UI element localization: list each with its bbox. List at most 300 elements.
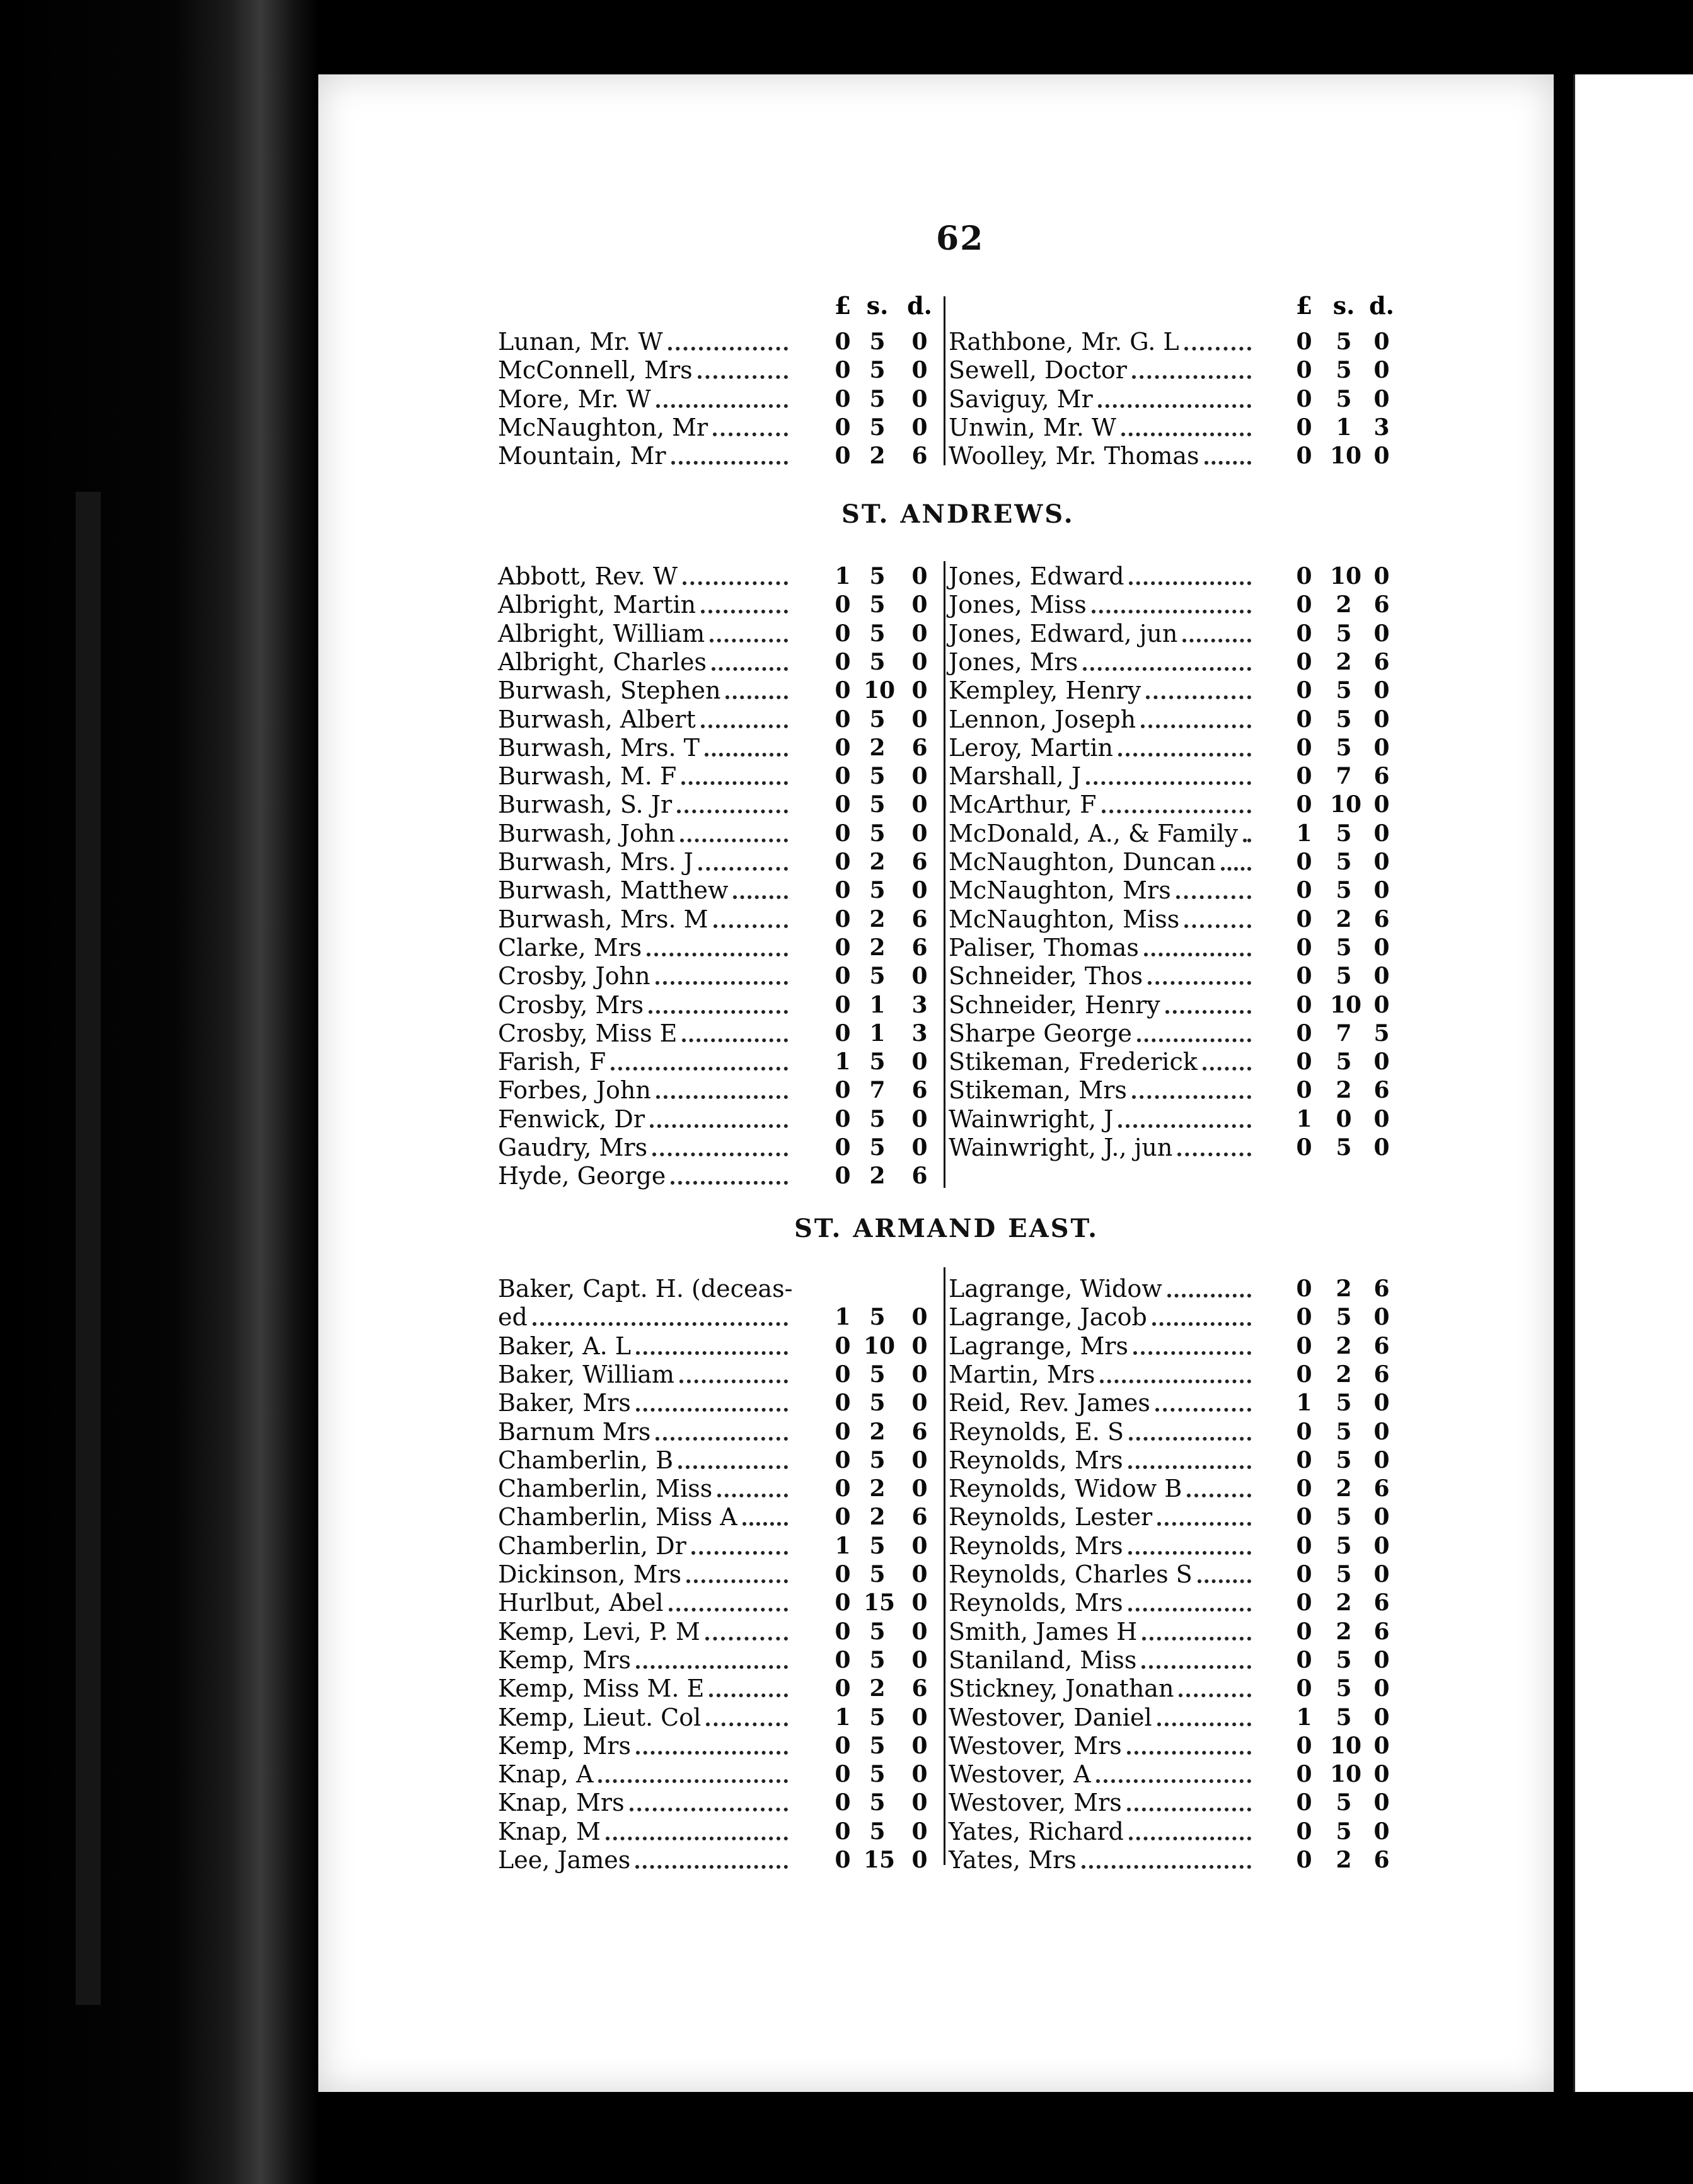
pence-amount: 0 bbox=[1373, 963, 1390, 990]
shillings-amount: 5 bbox=[869, 1361, 886, 1388]
subscriber-name: Reynolds, Mrs bbox=[949, 1589, 1123, 1617]
subscriber-name: McNaughton, Mrs bbox=[949, 876, 1171, 905]
leader-dots bbox=[1148, 981, 1251, 985]
subscriber-name: Jones, Edward, jun bbox=[949, 619, 1178, 648]
shillings-amount: 5 bbox=[869, 1646, 886, 1673]
leader-dots bbox=[1203, 1067, 1251, 1071]
ledger-row bbox=[498, 1132, 937, 1163]
subscriber-name: Burwash, S. Jr bbox=[498, 791, 673, 819]
shillings-amount: 10 bbox=[864, 677, 896, 704]
shillings-amount: 2 bbox=[1336, 1618, 1352, 1645]
leader-dots bbox=[1127, 1808, 1251, 1811]
pounds-amount: 0 bbox=[835, 963, 851, 990]
pence-amount: 6 bbox=[1373, 1475, 1390, 1502]
leader-dots bbox=[671, 1181, 788, 1185]
pounds-amount: 1 bbox=[835, 1304, 851, 1331]
leader-dots bbox=[681, 781, 788, 785]
pence-amount: 0 bbox=[911, 1704, 928, 1731]
pence-amount: 0 bbox=[1373, 1446, 1390, 1473]
shillings-amount: 2 bbox=[869, 849, 886, 875]
leader-dots bbox=[635, 1865, 788, 1869]
shillings-amount: 5 bbox=[869, 763, 886, 790]
pounds-amount: 0 bbox=[835, 1561, 851, 1588]
subscriber-name: Barnum Mrs bbox=[498, 1417, 651, 1446]
leader-dots bbox=[717, 1494, 788, 1497]
subscriber-name: Saviguy, Mr bbox=[949, 385, 1093, 413]
shillings-amount: 10 bbox=[1330, 563, 1362, 590]
pence-amount: 0 bbox=[1373, 357, 1390, 384]
ledger-row bbox=[498, 355, 937, 385]
leader-dots bbox=[650, 1124, 788, 1128]
shillings-amount: 5 bbox=[1336, 1304, 1352, 1331]
pounds-amount: 0 bbox=[1296, 357, 1312, 384]
subscriber-name: McNaughton, Mr bbox=[498, 413, 708, 441]
subscriber-name: Leroy, Martin bbox=[949, 733, 1113, 762]
pence-amount: 0 bbox=[911, 328, 928, 355]
leader-dots bbox=[671, 461, 788, 465]
pounds-amount: 0 bbox=[1296, 877, 1312, 904]
pounds-amount: 0 bbox=[835, 905, 851, 932]
adjacent-page-edge bbox=[1573, 74, 1693, 2092]
subscriber-name: Knap, M bbox=[498, 1817, 601, 1845]
ledger-row bbox=[949, 1274, 1399, 1304]
pence-amount: 0 bbox=[911, 591, 928, 619]
shillings-amount: 5 bbox=[1336, 734, 1352, 761]
shillings-header-left: s. bbox=[866, 291, 889, 320]
pounds-amount: 0 bbox=[1296, 591, 1312, 619]
ledger-row bbox=[949, 647, 1399, 677]
leader-dots bbox=[1128, 1465, 1251, 1469]
leader-dots bbox=[1096, 1779, 1251, 1783]
leader-dots bbox=[680, 839, 788, 842]
pounds-amount: 0 bbox=[1296, 1275, 1312, 1302]
pounds-amount: 0 bbox=[835, 706, 851, 733]
pounds-amount: 0 bbox=[835, 1789, 851, 1816]
subscriber-name: Jones, Mrs bbox=[949, 648, 1078, 676]
ledger-row bbox=[949, 1531, 1399, 1561]
shillings-amount: 5 bbox=[1336, 385, 1352, 412]
subscriber-name: Kemp, Mrs bbox=[498, 1731, 631, 1760]
ledger-row bbox=[498, 441, 937, 471]
pounds-amount: 0 bbox=[835, 1618, 851, 1645]
pence-amount: 0 bbox=[1373, 1704, 1390, 1731]
leader-dots bbox=[712, 667, 788, 671]
pounds-amount: 0 bbox=[1296, 1077, 1312, 1104]
shillings-amount: 5 bbox=[1336, 934, 1352, 961]
pounds-amount: 1 bbox=[835, 1048, 851, 1076]
subscriber-name: Sewell, Doctor bbox=[949, 356, 1127, 385]
ledger-row bbox=[949, 1331, 1399, 1361]
ledger-row bbox=[949, 932, 1399, 963]
pounds-amount: 0 bbox=[835, 1818, 851, 1845]
ledger-row bbox=[498, 1161, 937, 1191]
pence-amount: 0 bbox=[911, 963, 928, 990]
subscriber-name: Lunan, Mr. W bbox=[498, 328, 663, 356]
ledger-row bbox=[498, 1787, 937, 1818]
leader-dots bbox=[636, 1751, 788, 1755]
pounds-amount: 0 bbox=[1296, 1134, 1312, 1161]
leader-dots bbox=[636, 1665, 788, 1669]
ledger-row bbox=[949, 733, 1399, 763]
pence-amount: 0 bbox=[911, 563, 928, 590]
subscriber-name: Lagrange, Mrs bbox=[949, 1332, 1129, 1360]
leader-dots bbox=[1184, 924, 1251, 928]
ledger-row bbox=[498, 1759, 937, 1789]
pounds-amount: 0 bbox=[835, 1761, 851, 1788]
shillings-amount: 5 bbox=[869, 328, 886, 355]
leader-dots bbox=[611, 1067, 788, 1071]
shillings-amount: 2 bbox=[869, 1163, 886, 1190]
pence-amount: 0 bbox=[1373, 820, 1390, 847]
ledger-row bbox=[949, 1417, 1399, 1447]
leader-dots bbox=[652, 1153, 788, 1156]
pence-amount: 0 bbox=[1373, 1732, 1390, 1759]
leader-dots bbox=[1129, 581, 1251, 585]
pence-amount: 0 bbox=[1373, 563, 1390, 590]
pounds-amount: 0 bbox=[835, 934, 851, 961]
pence-amount: 6 bbox=[911, 443, 928, 470]
shillings-amount: 5 bbox=[869, 1105, 886, 1132]
pence-amount: 0 bbox=[911, 1589, 928, 1617]
shillings-amount: 5 bbox=[869, 963, 886, 990]
pounds-amount: 1 bbox=[1296, 1704, 1312, 1731]
shillings-amount: 2 bbox=[1336, 905, 1352, 932]
ledger-row bbox=[498, 675, 937, 706]
ledger-row bbox=[949, 1445, 1399, 1475]
subscriber-name: Baker, Mrs bbox=[498, 1389, 631, 1417]
subscriber-name: Lee, James bbox=[498, 1846, 631, 1874]
shillings-amount: 5 bbox=[1336, 1675, 1352, 1702]
pence-amount: 6 bbox=[1373, 1589, 1390, 1617]
ledger-row bbox=[498, 1104, 937, 1134]
shillings-amount: 5 bbox=[1336, 1134, 1352, 1161]
pence-amount: 0 bbox=[1373, 706, 1390, 733]
page-number: 62 bbox=[936, 219, 985, 258]
pence-amount: 0 bbox=[911, 1561, 928, 1588]
shillings-header-right: s. bbox=[1332, 291, 1355, 320]
shillings-amount: 5 bbox=[1336, 706, 1352, 733]
pounds-amount: 0 bbox=[1296, 849, 1312, 875]
pounds-amount: 0 bbox=[835, 734, 851, 761]
pounds-amount: 0 bbox=[1296, 1504, 1312, 1531]
leader-dots bbox=[1221, 867, 1251, 871]
ledger-row bbox=[498, 1302, 937, 1332]
subscriber-name: Schneider, Henry bbox=[949, 990, 1160, 1019]
pounds-amount: 0 bbox=[835, 414, 851, 441]
pounds-amount: 0 bbox=[835, 1589, 851, 1617]
leader-dots bbox=[733, 895, 788, 899]
pence-header-right: d. bbox=[1369, 291, 1394, 320]
ledger-row bbox=[498, 847, 937, 877]
ledger-row bbox=[498, 1417, 937, 1447]
pounds-amount: 0 bbox=[1296, 1675, 1312, 1702]
ledger-row bbox=[949, 1302, 1399, 1332]
pounds-amount: 0 bbox=[1296, 1048, 1312, 1076]
shillings-amount: 10 bbox=[1330, 1761, 1362, 1788]
ledger-row bbox=[949, 1132, 1399, 1163]
pence-amount: 6 bbox=[911, 1163, 928, 1190]
pence-amount: 0 bbox=[911, 763, 928, 790]
leader-dots bbox=[678, 1465, 788, 1469]
pounds-amount: 0 bbox=[1296, 1732, 1312, 1759]
shillings-amount: 5 bbox=[1336, 1048, 1352, 1076]
pence-amount: 0 bbox=[911, 1732, 928, 1759]
ledger-row bbox=[498, 384, 937, 414]
ledger-row bbox=[498, 1731, 937, 1761]
pounds-amount: 0 bbox=[835, 677, 851, 704]
leader-dots bbox=[1146, 695, 1251, 699]
pence-amount: 0 bbox=[911, 648, 928, 675]
subscriber-name: Albright, Charles bbox=[498, 648, 707, 676]
pounds-amount: 0 bbox=[835, 1019, 851, 1047]
subscriber-name: Baker, A. L bbox=[498, 1332, 632, 1360]
leader-dots bbox=[1092, 610, 1251, 613]
leader-dots bbox=[656, 1095, 788, 1099]
ledger-row bbox=[949, 961, 1399, 991]
subscriber-name: More, Mr. W bbox=[498, 385, 651, 413]
ledger-row bbox=[949, 355, 1399, 385]
pounds-amount: 0 bbox=[1296, 991, 1312, 1018]
section-title: ST. ARMAND EAST. bbox=[794, 1214, 1099, 1243]
pence-amount: 6 bbox=[1373, 648, 1390, 675]
shillings-amount: 5 bbox=[1336, 1646, 1352, 1673]
leader-dots bbox=[1152, 1322, 1251, 1326]
pence-amount: 6 bbox=[1373, 1275, 1390, 1302]
ledger-row bbox=[949, 412, 1399, 443]
ledger-row bbox=[949, 1104, 1399, 1134]
leader-dots bbox=[598, 1779, 788, 1783]
pence-amount: 6 bbox=[1373, 763, 1390, 790]
shillings-amount: 5 bbox=[1336, 1418, 1352, 1445]
shillings-amount: 7 bbox=[1336, 1019, 1352, 1047]
pounds-amount: 0 bbox=[835, 1446, 851, 1473]
subscriber-name: Paliser, Thomas bbox=[949, 933, 1139, 961]
subscriber-name: Forbes, John bbox=[498, 1076, 651, 1105]
pounds-amount: 1 bbox=[835, 1704, 851, 1731]
pence-amount: 0 bbox=[911, 820, 928, 847]
ledger-row bbox=[949, 818, 1399, 849]
pence-amount: 0 bbox=[911, 620, 928, 647]
leader-dots bbox=[1121, 433, 1251, 436]
ledger-row bbox=[949, 1673, 1399, 1704]
ledger-row bbox=[949, 590, 1399, 620]
ledger-row bbox=[949, 789, 1399, 820]
subscriber-name: Westover, Mrs bbox=[949, 1731, 1122, 1760]
shillings-amount: 10 bbox=[1330, 791, 1362, 818]
pence-amount: 0 bbox=[911, 706, 928, 733]
leader-dots bbox=[1132, 1095, 1251, 1099]
pounds-amount: 0 bbox=[1296, 1361, 1312, 1388]
subscriber-name: Chamberlin, B bbox=[498, 1446, 674, 1474]
subscriber-name: Wainwright, J., jun bbox=[949, 1134, 1173, 1161]
pence-amount: 6 bbox=[1373, 1077, 1390, 1104]
shillings-amount: 5 bbox=[1336, 677, 1352, 704]
shillings-amount: 10 bbox=[1330, 991, 1362, 1018]
ledger-row bbox=[498, 1018, 937, 1048]
ledger-row bbox=[498, 1075, 937, 1105]
pence-amount: 0 bbox=[1373, 1761, 1390, 1788]
pounds-amount: 0 bbox=[835, 991, 851, 1018]
ledger-row bbox=[949, 761, 1399, 791]
pounds-amount: 0 bbox=[1296, 620, 1312, 647]
subscriber-name: Chamberlin, Dr bbox=[498, 1531, 686, 1560]
shillings-amount: 5 bbox=[1336, 357, 1352, 384]
pounds-amount: 0 bbox=[1296, 443, 1312, 470]
leader-dots bbox=[1128, 1551, 1251, 1555]
ledger-row bbox=[949, 1559, 1399, 1589]
pence-amount: 0 bbox=[1373, 443, 1390, 470]
pounds-header-right: £ bbox=[1295, 291, 1313, 320]
pence-amount: 0 bbox=[1373, 991, 1390, 1018]
pence-amount: 6 bbox=[1373, 1847, 1390, 1873]
leader-dots bbox=[1165, 1010, 1251, 1014]
leader-dots bbox=[709, 1693, 788, 1697]
leader-dots bbox=[1137, 1038, 1251, 1042]
leader-dots bbox=[1167, 1294, 1251, 1298]
pence-amount: 6 bbox=[911, 1504, 928, 1531]
ledger-row bbox=[949, 1018, 1399, 1048]
pence-amount: 0 bbox=[911, 1332, 928, 1359]
ledger-row bbox=[498, 1617, 937, 1647]
subscriber-name: Burwash, Matthew bbox=[498, 876, 729, 905]
shillings-amount: 5 bbox=[1336, 620, 1352, 647]
ledger-row bbox=[949, 990, 1399, 1020]
pence-amount: 0 bbox=[1373, 877, 1390, 904]
pounds-amount: 0 bbox=[835, 1390, 851, 1417]
shillings-amount: 5 bbox=[1336, 1818, 1352, 1845]
ledger-row bbox=[498, 1702, 937, 1733]
subscriber-name: McConnell, Mrs bbox=[498, 356, 693, 385]
pence-amount: 3 bbox=[1373, 414, 1390, 441]
pounds-amount: 0 bbox=[835, 443, 851, 470]
pounds-amount: 0 bbox=[1296, 963, 1312, 990]
pounds-amount: 0 bbox=[1296, 648, 1312, 675]
leader-dots bbox=[533, 1322, 788, 1326]
pence-amount: 3 bbox=[911, 1019, 928, 1047]
ledger-row bbox=[949, 1787, 1399, 1818]
subscriber-name: Kempley, Henry bbox=[949, 677, 1141, 705]
pence-amount: 0 bbox=[911, 1446, 928, 1473]
pence-amount: 6 bbox=[1373, 591, 1390, 619]
leader-dots bbox=[1142, 1637, 1251, 1641]
subscriber-name: Yates, Mrs bbox=[949, 1846, 1077, 1874]
pounds-amount: 0 bbox=[1296, 1418, 1312, 1445]
subscriber-name: Reynolds, E. S bbox=[949, 1417, 1124, 1446]
subscriber-name: Martin, Mrs bbox=[949, 1360, 1095, 1388]
pounds-amount: 0 bbox=[1296, 328, 1312, 355]
ledger-row bbox=[498, 1816, 937, 1847]
pounds-amount: 0 bbox=[835, 1163, 851, 1190]
pence-amount: 6 bbox=[911, 1675, 928, 1702]
ledger-row bbox=[498, 704, 937, 735]
leader-dots bbox=[713, 433, 788, 436]
ledger-row bbox=[498, 1445, 937, 1475]
leader-dots bbox=[714, 924, 788, 928]
pounds-amount: 0 bbox=[835, 1646, 851, 1673]
ledger-row bbox=[498, 1331, 937, 1361]
subscriber-name: Jones, Miss bbox=[949, 591, 1087, 619]
subscriber-name: Reynolds, Lester bbox=[949, 1503, 1153, 1531]
shillings-amount: 5 bbox=[869, 563, 886, 590]
pence-amount: 6 bbox=[1373, 1618, 1390, 1645]
ledger-row bbox=[498, 1588, 937, 1618]
leader-dots bbox=[1182, 639, 1251, 642]
pence-amount: 5 bbox=[1373, 1019, 1390, 1047]
subscriber-name: Reynolds, Mrs bbox=[949, 1446, 1123, 1474]
shillings-amount: 5 bbox=[869, 1618, 886, 1645]
ledger-row bbox=[498, 818, 937, 849]
pence-amount: 0 bbox=[1373, 385, 1390, 412]
shillings-amount: 1 bbox=[869, 991, 886, 1018]
shillings-amount: 2 bbox=[869, 1504, 886, 1531]
pounds-amount: 0 bbox=[1296, 1332, 1312, 1359]
pounds-amount: 0 bbox=[835, 620, 851, 647]
pence-amount: 0 bbox=[1373, 1789, 1390, 1816]
ledger-row bbox=[498, 904, 937, 934]
pounds-amount: 0 bbox=[835, 1675, 851, 1702]
ledger-row bbox=[949, 1845, 1399, 1875]
shillings-amount: 5 bbox=[869, 620, 886, 647]
ledger-row bbox=[949, 327, 1399, 357]
subscriber-name: Yates, Richard bbox=[949, 1817, 1124, 1845]
pounds-amount: 0 bbox=[1296, 934, 1312, 961]
shillings-amount: 5 bbox=[869, 706, 886, 733]
leader-dots bbox=[1082, 1865, 1251, 1869]
subscriber-name: Stikeman, Frederick bbox=[949, 1048, 1198, 1076]
shillings-amount: 5 bbox=[869, 1789, 886, 1816]
subscriber-name: Gaudry, Mrs bbox=[498, 1134, 648, 1161]
leader-dots bbox=[705, 753, 788, 757]
ledger-row bbox=[949, 875, 1399, 905]
ledger-row bbox=[498, 1502, 937, 1532]
leader-dots bbox=[677, 810, 788, 813]
subscriber-name: Staniland, Miss bbox=[949, 1646, 1137, 1674]
leader-dots bbox=[1127, 1751, 1251, 1755]
leader-dots bbox=[701, 610, 788, 613]
shillings-amount: 5 bbox=[869, 591, 886, 619]
subscriber-name: Westover, Mrs bbox=[949, 1789, 1122, 1817]
shillings-amount: 5 bbox=[869, 1532, 886, 1559]
pounds-amount: 0 bbox=[1296, 1304, 1312, 1331]
shillings-amount: 2 bbox=[1336, 1847, 1352, 1873]
ledger-row bbox=[949, 675, 1399, 706]
shillings-amount: 1 bbox=[1336, 414, 1352, 441]
section-title: ST. ANDREWS. bbox=[841, 499, 1075, 529]
leader-dots bbox=[698, 867, 788, 871]
shillings-amount: 2 bbox=[1336, 648, 1352, 675]
subscriber-name: Kemp, Miss M. E bbox=[498, 1675, 705, 1703]
shillings-amount: 2 bbox=[869, 1475, 886, 1502]
shillings-amount: 2 bbox=[1336, 1275, 1352, 1302]
leader-dots bbox=[630, 1808, 788, 1811]
leader-dots bbox=[1155, 1408, 1251, 1412]
pounds-amount: 1 bbox=[1296, 1390, 1312, 1417]
ledger-row bbox=[949, 561, 1399, 591]
ledger-row bbox=[498, 875, 937, 905]
subscriber-name: Westover, Daniel bbox=[949, 1703, 1152, 1731]
ledger-row bbox=[949, 1816, 1399, 1847]
leader-dots bbox=[649, 1010, 788, 1014]
pounds-amount: 1 bbox=[1296, 1105, 1312, 1132]
subscriber-name: Lennon, Joseph bbox=[949, 705, 1136, 733]
pounds-amount: 0 bbox=[835, 648, 851, 675]
shillings-amount: 5 bbox=[869, 1390, 886, 1417]
pence-amount: 0 bbox=[1373, 1646, 1390, 1673]
leader-dots bbox=[706, 1722, 788, 1726]
ledger-row bbox=[949, 1702, 1399, 1733]
leader-dots bbox=[1157, 1522, 1251, 1526]
subscriber-name: Jones, Edward bbox=[949, 562, 1124, 590]
